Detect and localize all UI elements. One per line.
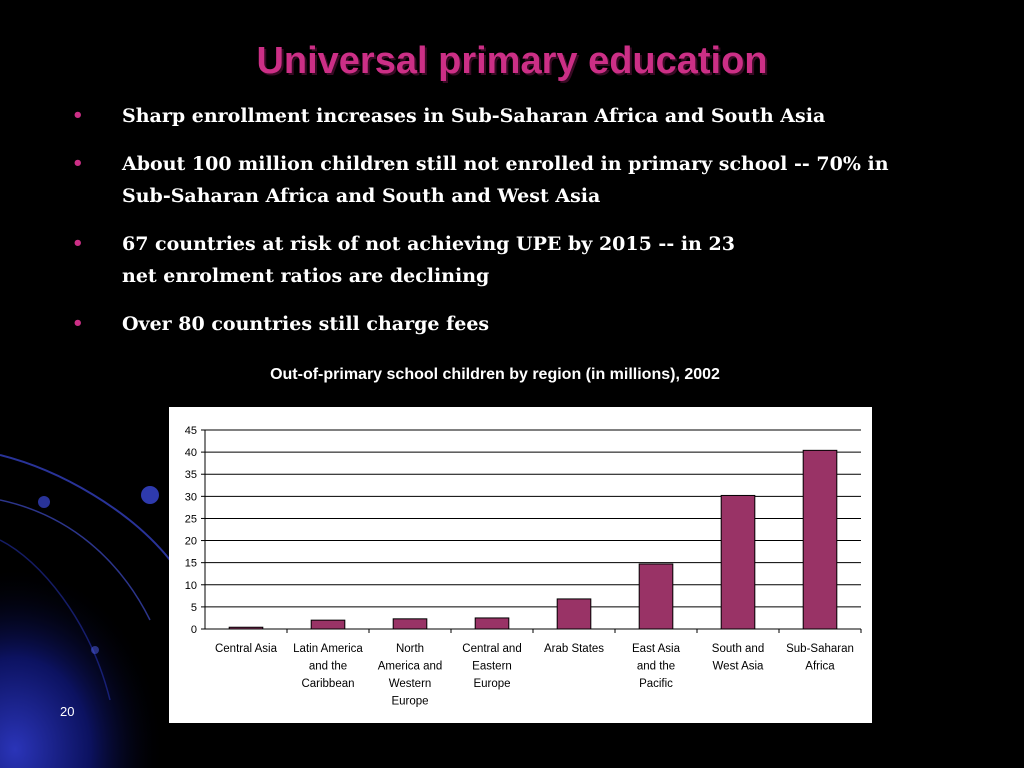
y-tick-label: 15 xyxy=(184,557,197,570)
y-tick-label: 40 xyxy=(184,447,197,460)
bullet-item xyxy=(72,228,992,292)
x-tick-label xyxy=(215,643,278,655)
x-tick-label-line: South and xyxy=(711,643,765,655)
chart-area xyxy=(169,407,872,723)
bar xyxy=(393,619,427,629)
bullet-item xyxy=(72,100,992,132)
page-number: 20 xyxy=(60,704,75,719)
x-tick-label-line: North xyxy=(395,643,425,655)
bullet-line: Sharp enrollment increases in Sub-Saharan Africa and South Asia xyxy=(122,105,826,127)
x-tick-label-line: West Asia xyxy=(712,660,764,673)
y-tick-label: 35 xyxy=(184,469,197,482)
bullet-line: net enrolment ratios are declining xyxy=(122,265,490,287)
x-tick-label-line: Eastern xyxy=(472,660,512,673)
x-tick-label xyxy=(712,643,764,673)
x-tick-label-line: East Asia xyxy=(632,643,680,655)
bullet-icon: • xyxy=(72,313,84,334)
bar-chart xyxy=(169,407,872,723)
x-tick-label-line: Central and xyxy=(462,643,522,655)
bullet-line: About 100 million children still not enrolled in primary school -- 70% in xyxy=(122,153,889,175)
bullet-icon: • xyxy=(72,105,84,126)
x-tick-label-line: Sub-Saharan xyxy=(786,643,854,655)
bar xyxy=(639,564,673,629)
x-tick-label-line: and the xyxy=(308,660,348,673)
x-tick-label-line: Central Asia xyxy=(214,643,278,655)
x-tick-label xyxy=(293,643,363,690)
bar xyxy=(229,627,263,629)
x-tick-label-line: and the xyxy=(636,660,676,673)
x-tick-label xyxy=(786,643,854,673)
bullet-item xyxy=(72,308,992,340)
x-tick-label xyxy=(378,643,443,708)
bullet-item xyxy=(72,148,992,212)
y-tick-label: 20 xyxy=(184,535,197,548)
chart-title: Out-of-primary school children by region (in millions), 2002 xyxy=(270,366,720,383)
bullet-icon: • xyxy=(72,153,84,174)
page-title: Universal primary education xyxy=(256,40,768,82)
x-tick-label-line: Western xyxy=(388,678,432,690)
x-tick-label-line: Latin America xyxy=(293,643,363,655)
bar xyxy=(557,599,591,629)
bullet-line: Sub-Saharan Africa and South and West Asia xyxy=(122,185,601,207)
bullet-line: Over 80 countries still charge fees xyxy=(122,313,490,335)
x-tick-label-line: Arab States xyxy=(543,643,605,655)
y-tick-label: 30 xyxy=(184,491,197,504)
bar xyxy=(721,495,755,629)
x-tick-label-line: Pacific xyxy=(639,678,673,690)
y-tick-label: 45 xyxy=(184,425,197,437)
x-tick-label-line: America and xyxy=(377,660,443,673)
bullet-list xyxy=(72,100,992,356)
x-tick-label-line: Europe xyxy=(473,678,511,690)
bar xyxy=(475,618,509,629)
x-tick-label xyxy=(544,643,604,655)
y-tick-label: 25 xyxy=(184,513,197,526)
y-tick-label: 5 xyxy=(190,601,197,614)
bar xyxy=(803,450,837,629)
bullet-line: 67 countries at risk of not achieving UPE by 2015 -- in 23 xyxy=(122,233,735,255)
y-tick-label: 10 xyxy=(184,579,197,592)
bullet-icon: • xyxy=(72,233,84,254)
x-tick-label xyxy=(632,643,681,690)
x-tick-label-line: Caribbean xyxy=(301,678,355,690)
bar xyxy=(311,620,345,629)
x-tick-label-line: Africa xyxy=(805,660,835,673)
x-tick-label xyxy=(462,643,521,690)
x-tick-label-line: Europe xyxy=(391,695,429,708)
y-tick-label: 0 xyxy=(190,624,197,636)
